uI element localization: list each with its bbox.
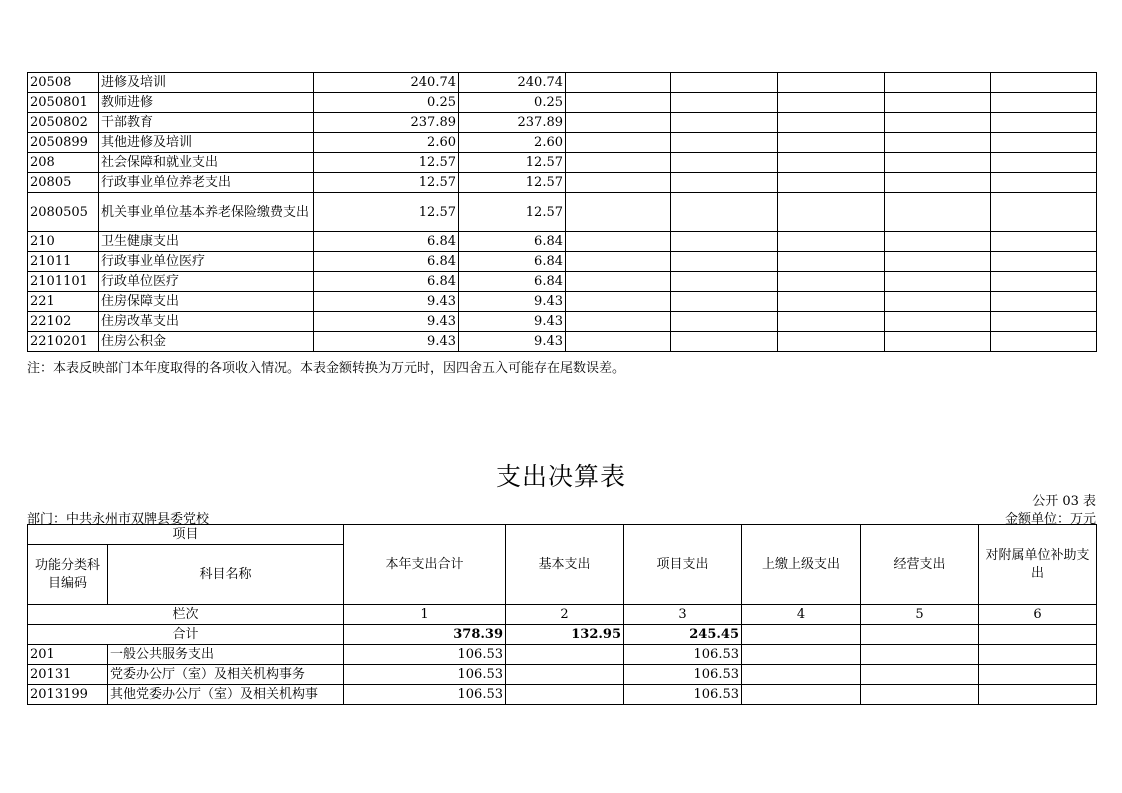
empty-cell xyxy=(885,153,991,173)
colnum-label: 栏次 xyxy=(28,605,344,625)
row-code: 208 xyxy=(28,153,99,173)
empty-cell xyxy=(991,153,1097,173)
total-c1: 378.39 xyxy=(344,625,506,645)
table-row xyxy=(28,153,1097,173)
page-title: 支出决算表 xyxy=(495,462,626,491)
row-value: 2.60 xyxy=(459,133,566,153)
colnum-4: 4 xyxy=(742,605,861,625)
expense-table xyxy=(27,524,1097,705)
row-total: 12.57 xyxy=(314,193,459,232)
empty-cell xyxy=(778,73,885,93)
empty-cell xyxy=(885,73,991,93)
row-name: 行政单位医疗 xyxy=(99,272,314,292)
empty-cell xyxy=(778,272,885,292)
colnum-5: 5 xyxy=(861,605,979,625)
empty-cell xyxy=(742,665,861,685)
table-row xyxy=(28,193,1097,232)
empty-cell xyxy=(671,153,778,173)
table-row xyxy=(28,73,1097,93)
empty-cell xyxy=(671,193,778,232)
empty-cell xyxy=(885,93,991,113)
row-code: 22102 xyxy=(28,312,99,332)
header-item: 项目 xyxy=(28,525,344,545)
row-value: 9.43 xyxy=(459,332,566,352)
row-total: 9.43 xyxy=(314,292,459,312)
row-value: 6.84 xyxy=(459,232,566,252)
row-code: 20131 xyxy=(28,665,108,685)
table-note: 注：本表反映部门本年度取得的各项收入情况。本表金额转换为万元时，因四舍五入可能存在尾数误差。 xyxy=(27,361,626,376)
row-project-expense: 106.53 xyxy=(624,685,742,705)
row-name: 党委办公厅（室）及相关机构事务 xyxy=(108,665,344,685)
row-name: 机关事业单位基本养老保险缴费支出 xyxy=(99,193,314,232)
empty-cell xyxy=(885,173,991,193)
row-total: 6.84 xyxy=(314,252,459,272)
row-code: 2013199 xyxy=(28,685,108,705)
row-name: 一般公共服务支出 xyxy=(108,645,344,665)
empty-cell xyxy=(778,193,885,232)
table-row xyxy=(28,232,1097,252)
row-code: 20805 xyxy=(28,173,99,193)
empty-cell xyxy=(671,73,778,93)
row-project-expense: 106.53 xyxy=(624,665,742,685)
row-total: 6.84 xyxy=(314,232,459,252)
empty-cell xyxy=(778,232,885,252)
row-total: 0.25 xyxy=(314,93,459,113)
row-code: 2050899 xyxy=(28,133,99,153)
table-row xyxy=(28,292,1097,312)
table-row xyxy=(28,252,1097,272)
total-c5 xyxy=(861,625,979,645)
row-total: 9.43 xyxy=(314,312,459,332)
row-total: 12.57 xyxy=(314,153,459,173)
empty-cell xyxy=(671,292,778,312)
empty-cell xyxy=(991,93,1097,113)
header-name: 科目名称 xyxy=(108,545,344,605)
table-row xyxy=(28,312,1097,332)
row-project-expense: 106.53 xyxy=(624,645,742,665)
empty-cell xyxy=(885,133,991,153)
empty-cell xyxy=(991,332,1097,352)
row-total: 12.57 xyxy=(314,173,459,193)
empty-cell xyxy=(991,173,1097,193)
row-total: 240.74 xyxy=(314,73,459,93)
row-name: 住房公积金 xyxy=(99,332,314,352)
row-total: 6.84 xyxy=(314,272,459,292)
table-row xyxy=(28,645,1097,665)
empty-cell xyxy=(991,232,1097,252)
row-total-expense: 106.53 xyxy=(344,685,506,705)
empty-cell xyxy=(778,153,885,173)
empty-cell xyxy=(671,332,778,352)
empty-cell xyxy=(861,645,979,665)
empty-cell xyxy=(778,292,885,312)
empty-cell xyxy=(671,232,778,252)
row-basic-expense xyxy=(506,685,624,705)
colnum-2: 2 xyxy=(506,605,624,625)
colnum-6: 6 xyxy=(979,605,1097,625)
empty-cell xyxy=(778,173,885,193)
empty-cell xyxy=(885,312,991,332)
table-row xyxy=(28,93,1097,113)
header-business-expense: 经营支出 xyxy=(861,525,979,605)
row-name: 卫生健康支出 xyxy=(99,232,314,252)
empty-cell xyxy=(566,153,671,173)
row-code: 201 xyxy=(28,645,108,665)
empty-cell xyxy=(991,312,1097,332)
row-name: 其他进修及培训 xyxy=(99,133,314,153)
form-number: 公开 03 表 xyxy=(1032,494,1096,509)
empty-cell xyxy=(861,665,979,685)
row-name: 行政事业单位医疗 xyxy=(99,252,314,272)
empty-cell xyxy=(671,272,778,292)
header-project-expense: 项目支出 xyxy=(624,525,742,605)
header-code: 功能分类科目编码 xyxy=(28,545,108,605)
empty-cell xyxy=(885,193,991,232)
empty-cell xyxy=(566,232,671,252)
empty-cell xyxy=(566,292,671,312)
row-name: 教师进修 xyxy=(99,93,314,113)
row-total-expense: 106.53 xyxy=(344,645,506,665)
row-value: 0.25 xyxy=(459,93,566,113)
row-value: 12.57 xyxy=(459,173,566,193)
empty-cell xyxy=(885,272,991,292)
header-subsidy-expense: 对附属单位补助支出 xyxy=(979,525,1097,605)
row-code: 210 xyxy=(28,232,99,252)
empty-cell xyxy=(566,173,671,193)
table-row xyxy=(28,113,1097,133)
row-name: 社会保障和就业支出 xyxy=(99,153,314,173)
empty-cell xyxy=(991,113,1097,133)
total-c2: 132.95 xyxy=(506,625,624,645)
empty-cell xyxy=(778,332,885,352)
empty-cell xyxy=(991,133,1097,153)
row-code: 2210201 xyxy=(28,332,99,352)
total-label: 合计 xyxy=(28,625,344,645)
empty-cell xyxy=(885,113,991,133)
empty-cell xyxy=(566,332,671,352)
header-upper-expense: 上缴上级支出 xyxy=(742,525,861,605)
row-name: 住房改革支出 xyxy=(99,312,314,332)
empty-cell xyxy=(991,252,1097,272)
row-code: 2080505 xyxy=(28,193,99,232)
row-code: 21011 xyxy=(28,252,99,272)
colnum-1: 1 xyxy=(344,605,506,625)
row-value: 9.43 xyxy=(459,292,566,312)
empty-cell xyxy=(861,685,979,705)
empty-cell xyxy=(566,193,671,232)
row-code: 2050801 xyxy=(28,93,99,113)
row-code: 2050802 xyxy=(28,113,99,133)
empty-cell xyxy=(778,252,885,272)
table-row xyxy=(28,332,1097,352)
table-row xyxy=(28,133,1097,153)
total-c6 xyxy=(979,625,1097,645)
empty-cell xyxy=(991,272,1097,292)
row-total-expense: 106.53 xyxy=(344,665,506,685)
empty-cell xyxy=(566,93,671,113)
unit-label: 金额单位：万元 xyxy=(1004,512,1096,527)
table-row xyxy=(28,173,1097,193)
row-value: 6.84 xyxy=(459,252,566,272)
empty-cell xyxy=(885,292,991,312)
empty-cell xyxy=(778,133,885,153)
income-table xyxy=(27,72,1097,352)
row-name: 进修及培训 xyxy=(99,73,314,93)
empty-cell xyxy=(671,312,778,332)
total-c3: 245.45 xyxy=(624,625,742,645)
row-name: 住房保障支出 xyxy=(99,292,314,312)
row-total: 237.89 xyxy=(314,113,459,133)
row-value: 240.74 xyxy=(459,73,566,93)
empty-cell xyxy=(566,272,671,292)
empty-cell xyxy=(991,193,1097,232)
empty-cell xyxy=(566,133,671,153)
empty-cell xyxy=(991,292,1097,312)
total-c4 xyxy=(742,625,861,645)
row-code: 20508 xyxy=(28,73,99,93)
header-basic-expense: 基本支出 xyxy=(506,525,624,605)
department-label: 部门：中共永州市双牌县委党校 xyxy=(27,512,210,527)
empty-cell xyxy=(671,173,778,193)
row-code: 221 xyxy=(28,292,99,312)
row-basic-expense xyxy=(506,645,624,665)
empty-cell xyxy=(979,665,1097,685)
empty-cell xyxy=(979,645,1097,665)
header-total-expense: 本年支出合计 xyxy=(344,525,506,605)
empty-cell xyxy=(566,73,671,93)
empty-cell xyxy=(742,645,861,665)
empty-cell xyxy=(671,133,778,153)
empty-cell xyxy=(778,93,885,113)
colnum-3: 3 xyxy=(624,605,742,625)
table-row xyxy=(28,665,1097,685)
empty-cell xyxy=(979,685,1097,705)
empty-cell xyxy=(885,232,991,252)
row-value: 237.89 xyxy=(459,113,566,133)
row-basic-expense xyxy=(506,665,624,685)
row-value: 9.43 xyxy=(459,312,566,332)
empty-cell xyxy=(885,252,991,272)
empty-cell xyxy=(566,113,671,133)
empty-cell xyxy=(885,332,991,352)
row-total: 2.60 xyxy=(314,133,459,153)
empty-cell xyxy=(778,312,885,332)
empty-cell xyxy=(671,113,778,133)
row-code: 2101101 xyxy=(28,272,99,292)
row-value: 6.84 xyxy=(459,272,566,292)
row-value: 12.57 xyxy=(459,153,566,173)
empty-cell xyxy=(671,252,778,272)
row-name: 其他党委办公厅（室）及相关机构事 xyxy=(108,685,344,705)
row-total: 9.43 xyxy=(314,332,459,352)
empty-cell xyxy=(742,685,861,705)
row-name: 行政事业单位养老支出 xyxy=(99,173,314,193)
table-row xyxy=(28,272,1097,292)
table-row xyxy=(28,685,1097,705)
row-value: 12.57 xyxy=(459,193,566,232)
empty-cell xyxy=(566,252,671,272)
empty-cell xyxy=(566,312,671,332)
empty-cell xyxy=(671,93,778,113)
empty-cell xyxy=(778,113,885,133)
empty-cell xyxy=(991,73,1097,93)
row-name: 干部教育 xyxy=(99,113,314,133)
